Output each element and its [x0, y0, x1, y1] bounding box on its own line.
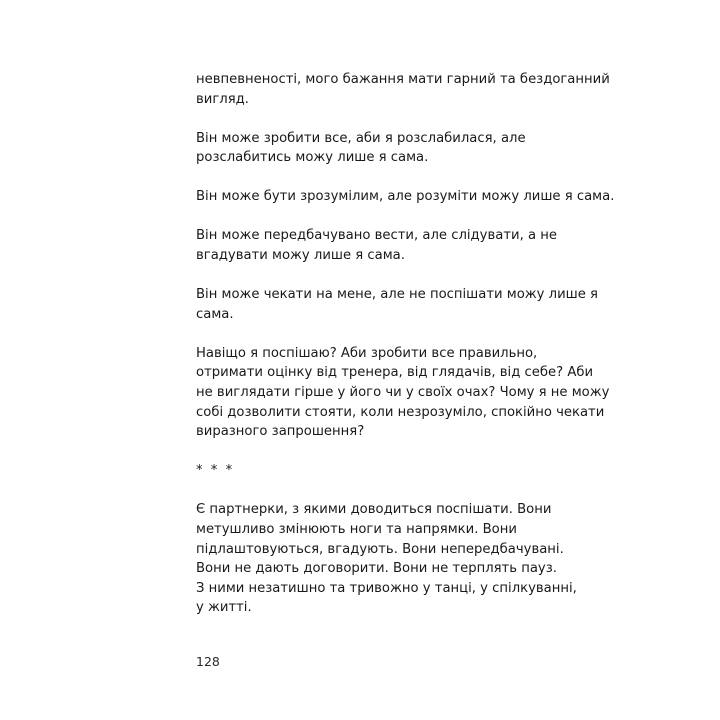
text-line: підлаштовуються, вгадують. Вони непередбачувані. — [196, 541, 564, 557]
paragraph-1 — [196, 70, 610, 109]
text-line: З ними незатишно та тривожно у танці, у спілкуванні, — [196, 580, 577, 596]
text-line: Він може зробити все, аби я розслабилася, але — [196, 130, 526, 146]
text-line: Є партнерки, з якими доводиться поспішати. Вони — [196, 502, 552, 518]
text-line: метушливо змінюють ноги та напрямки. Вони — [196, 522, 517, 537]
paragraph-2 — [196, 129, 556, 168]
text-line: Він може передбачувано вести, але слідувати, а не — [196, 228, 557, 244]
paragraph-4 — [196, 226, 556, 265]
paragraph-5 — [196, 285, 598, 324]
text-line: собі дозволити стояти, коли незрозуміло, спокійно чекати — [196, 404, 605, 420]
text-block — [196, 70, 615, 637]
text-line: Він може чекати на мене, але не поспішати можу лише я — [196, 287, 598, 303]
text-line: вигляд. — [196, 91, 249, 107]
paragraph-3 — [196, 187, 615, 207]
text-line: розслабитись можу лише я сама. — [196, 150, 429, 166]
text-line: Навіщо я поспішаю? Аби зробити все правильно, — [196, 345, 538, 361]
text-line: Вони не дають договорити. Вони не терплять пауз. — [196, 561, 557, 577]
section-separator: * * * — [196, 463, 235, 479]
text-line: вгадувати можу лише я сама. — [196, 248, 405, 264]
text-line: у житті. — [196, 600, 252, 616]
text-line: виразного запрошення? — [196, 424, 365, 440]
page-number: 128 — [196, 654, 220, 669]
text-line: не виглядати гірше у його чи у своїх очах? Чому я не можу — [196, 385, 610, 401]
text-line: Він може бути зрозумілим, але розуміти можу лише я сама. — [196, 189, 615, 205]
closing-paragraph — [196, 500, 577, 618]
text-line: отримати оцінку від тренера, від глядачів, від себе? Аби — [196, 365, 594, 381]
text-line: сама. — [196, 306, 234, 322]
paragraph-6 — [196, 344, 610, 442]
text-line: невпевненості, мого бажання мати гарний та бездоганний — [196, 72, 610, 87]
